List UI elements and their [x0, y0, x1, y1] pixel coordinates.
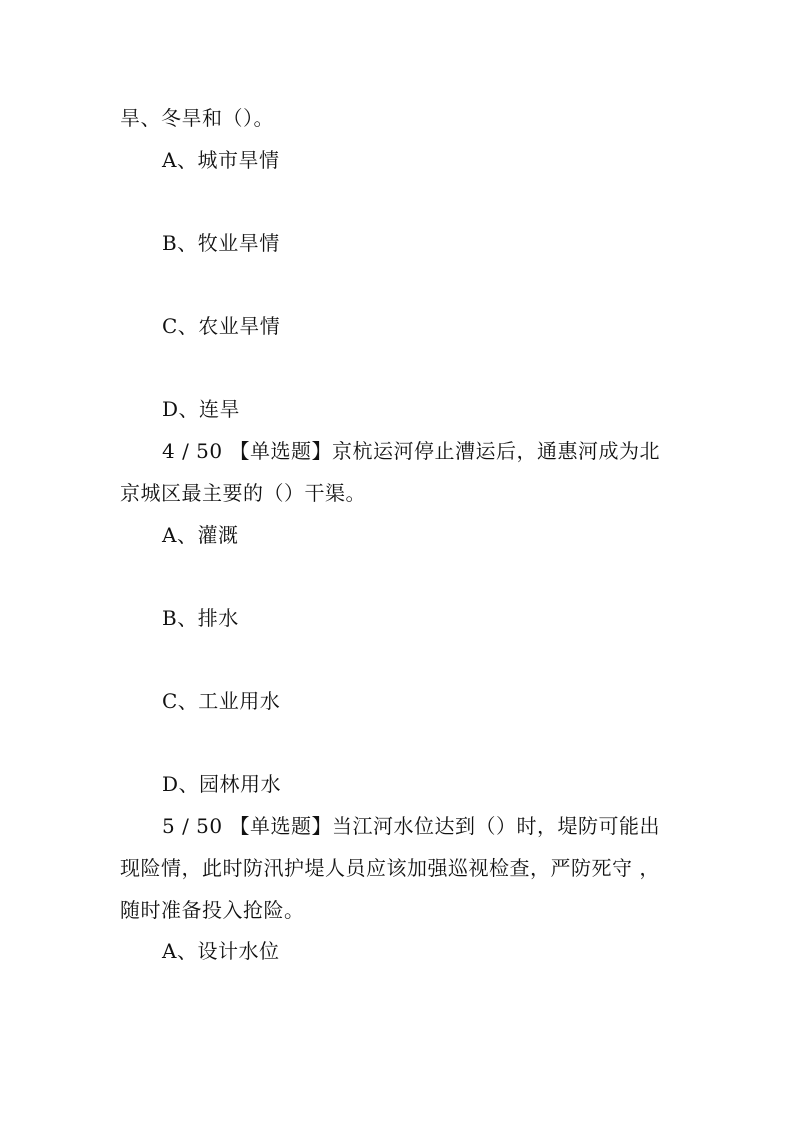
- question-5-stem-line-2: 现险情，此时防汛护堤人员应该加强巡视检查，严防死守 ，: [120, 856, 660, 880]
- question-5-option-a: A、设计水位: [162, 939, 280, 963]
- question-5-stem-line-1: 5 / 50 【单选题】当江河水位达到（）时，堤防可能出: [162, 814, 660, 838]
- question-4-option-b: B、排水: [162, 606, 239, 630]
- question-4-stem-line-2: 京城区最主要的（）干渠。: [120, 481, 366, 505]
- question-3-stem-tail: 旱、冬旱和（）。: [120, 106, 274, 130]
- question-4-option-c: C、工业用水: [162, 689, 281, 713]
- question-3-option-c: C、农业旱情: [162, 314, 281, 338]
- question-3-option-a: A、城市旱情: [162, 148, 280, 172]
- question-3-option-b: B、牧业旱情: [162, 231, 280, 255]
- question-4-option-a: A、灌溉: [162, 523, 239, 547]
- question-4-stem-line-1: 4 / 50 【单选题】京杭运河停止漕运后，通惠河成为北: [162, 439, 660, 463]
- question-5-stem-line-3: 随时准备投入抢险。: [120, 898, 305, 922]
- question-4-option-d: D、园林用水: [162, 772, 282, 796]
- question-3-option-d: D、连旱: [162, 397, 241, 421]
